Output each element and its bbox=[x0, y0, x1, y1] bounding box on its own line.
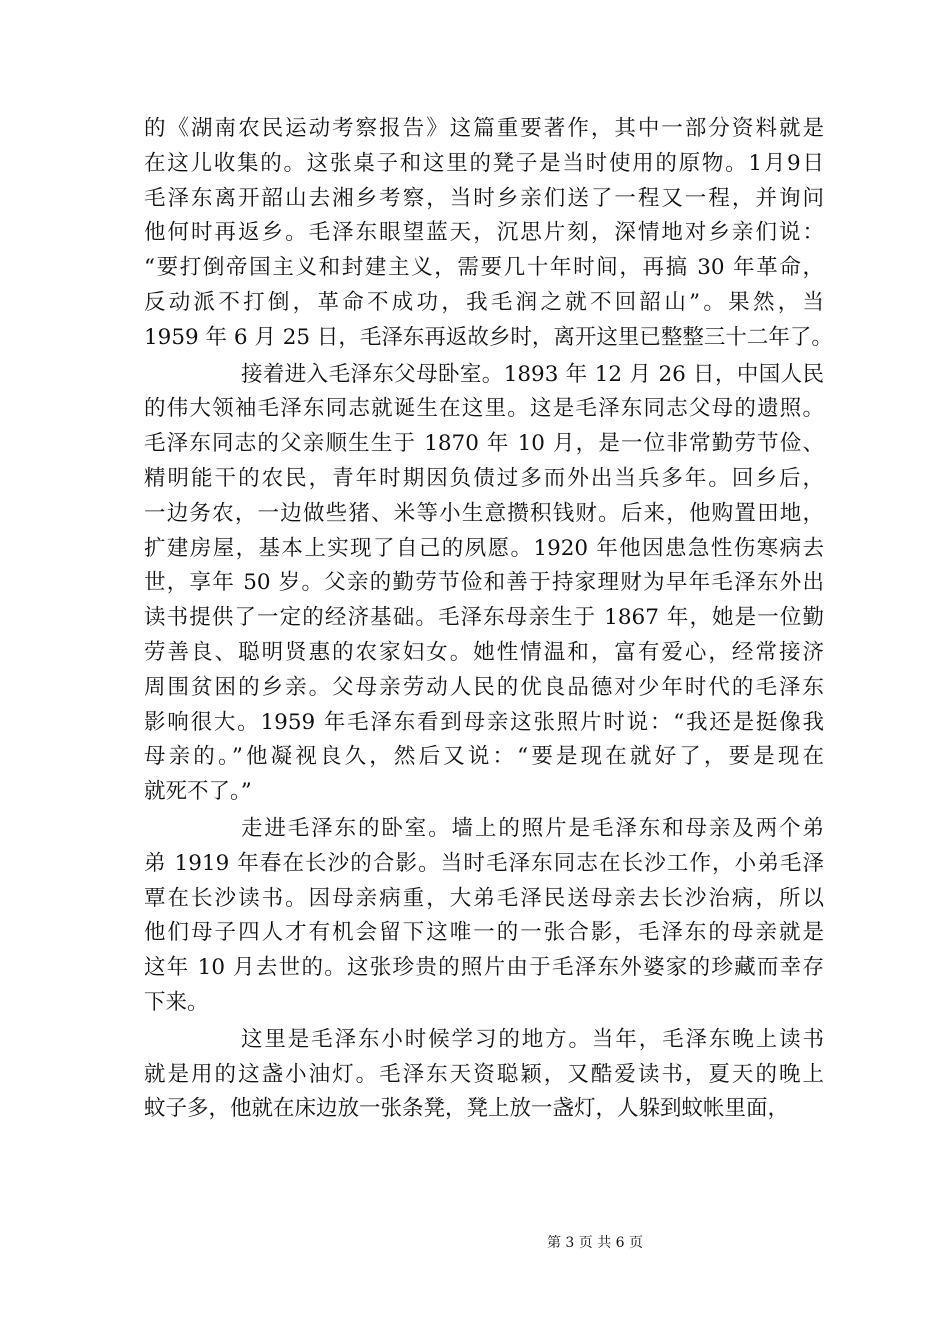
text-line: 下来。 bbox=[144, 989, 209, 1015]
page-number: 第 3 页 共 6 页 bbox=[546, 1235, 644, 1251]
text-line: 接着进入毛泽东父母卧室。1893 年 12 月 26 日，中国人民 bbox=[241, 361, 824, 387]
text-line: 反动派不打倒，革命不成功，我毛润之就不回韶山”。果然，当 bbox=[144, 289, 824, 315]
text-line: 扩建房屋，基本上实现了自己的夙愿。1920 年他因患急性伤寒病去 bbox=[144, 535, 824, 561]
text-line: 弟 1919 年春在长沙的合影。当时毛泽东同志在长沙工作，小弟毛泽 bbox=[144, 850, 824, 876]
text-line: 母亲的。”他凝视良久，然后又说：“要是现在就好了，要是现在 bbox=[144, 744, 824, 770]
text-line: 覃在长沙读书。因母亲病重，大弟毛泽民送母亲去长沙治病，所以 bbox=[144, 885, 824, 911]
body-text bbox=[144, 112, 833, 1127]
text-line: 这年 10 月去世的。这张珍贵的照片由于毛泽东外婆家的珍藏而幸存 bbox=[144, 955, 824, 981]
text-line: “要打倒帝国主义和封建主义，需要几十年时间，再搞 30 年革命， bbox=[144, 255, 824, 281]
text-line: 他何时再返乡。毛泽东眼望蓝天，沉思片刻，深情地对乡亲们说： bbox=[144, 220, 824, 246]
text-line: 劳善良、聪明贤惠的农家妇女。她性情温和，富有爱心，经常接济 bbox=[144, 639, 824, 665]
text-line: 精明能干的农民，青年时期因负债过多而外出当兵多年。回乡后， bbox=[144, 465, 824, 491]
text-line: 周围贫困的乡亲。父母亲劳动人民的优良品德对少年时代的毛泽东 bbox=[144, 674, 824, 700]
text-line: 的《湖南农民运动考察报告》这篇重要著作，其中一部分资料就是 bbox=[144, 116, 824, 141]
text-line: 这里是毛泽东小时候学习的地方。当年，毛泽东晚上读书 bbox=[241, 1026, 824, 1052]
paragraph bbox=[144, 812, 824, 1021]
paragraph bbox=[144, 112, 833, 356]
text-line: 他们母子四人才有机会留下这唯一的一张合影，毛泽东的母亲就是 bbox=[144, 920, 824, 946]
text-line: 就死不了。” bbox=[144, 779, 252, 805]
paragraph bbox=[144, 1023, 824, 1127]
text-line: 1959 年 6 月 25 日，毛泽东再返故乡时，离开这里已整整三十二年了。 bbox=[144, 324, 833, 350]
text-line: 读书提供了一定的经济基础。毛泽东母亲生于 1867 年，她是一位勤 bbox=[144, 605, 824, 631]
page-footer bbox=[0, 1232, 950, 1252]
paragraph bbox=[144, 358, 824, 810]
text-line: 毛泽东同志的父亲顺生生于 1870 年 10 月，是一位非常勤劳节俭、 bbox=[144, 431, 824, 457]
text-line: 走进毛泽东的卧室。墙上的照片是毛泽东和母亲及两个弟 bbox=[241, 815, 824, 841]
text-line: 世，享年 50 岁。父亲的勤劳节俭和善于持家理财为早年毛泽东外出 bbox=[144, 570, 824, 596]
text-line: 蚊子多，他就在床边放一张条凳，凳上放一盏灯，人躲到蚊帐里面， bbox=[144, 1096, 790, 1122]
text-line: 的伟大领袖毛泽东同志就诞生在这里。这是毛泽东同志父母的遗照。 bbox=[144, 396, 824, 422]
text-line: 一边务农，一边做些猪、米等小生意攒积钱财。后来，他购置田地， bbox=[144, 500, 824, 526]
text-line: 在这儿收集的。这张桌子和这里的凳子是当时使用的原物。1月9日 bbox=[144, 150, 824, 176]
text-line: 毛泽东离开韶山去湘乡考察，当时乡亲们送了一程又一程，并询问 bbox=[144, 185, 824, 211]
text-line: 就是用的这盏小油灯。毛泽东天资聪颖，又酷爱读书，夏天的晚上 bbox=[144, 1061, 824, 1087]
text-line: 影响很大。1959 年毛泽东看到母亲这张照片时说：“我还是挺像我 bbox=[144, 709, 824, 735]
